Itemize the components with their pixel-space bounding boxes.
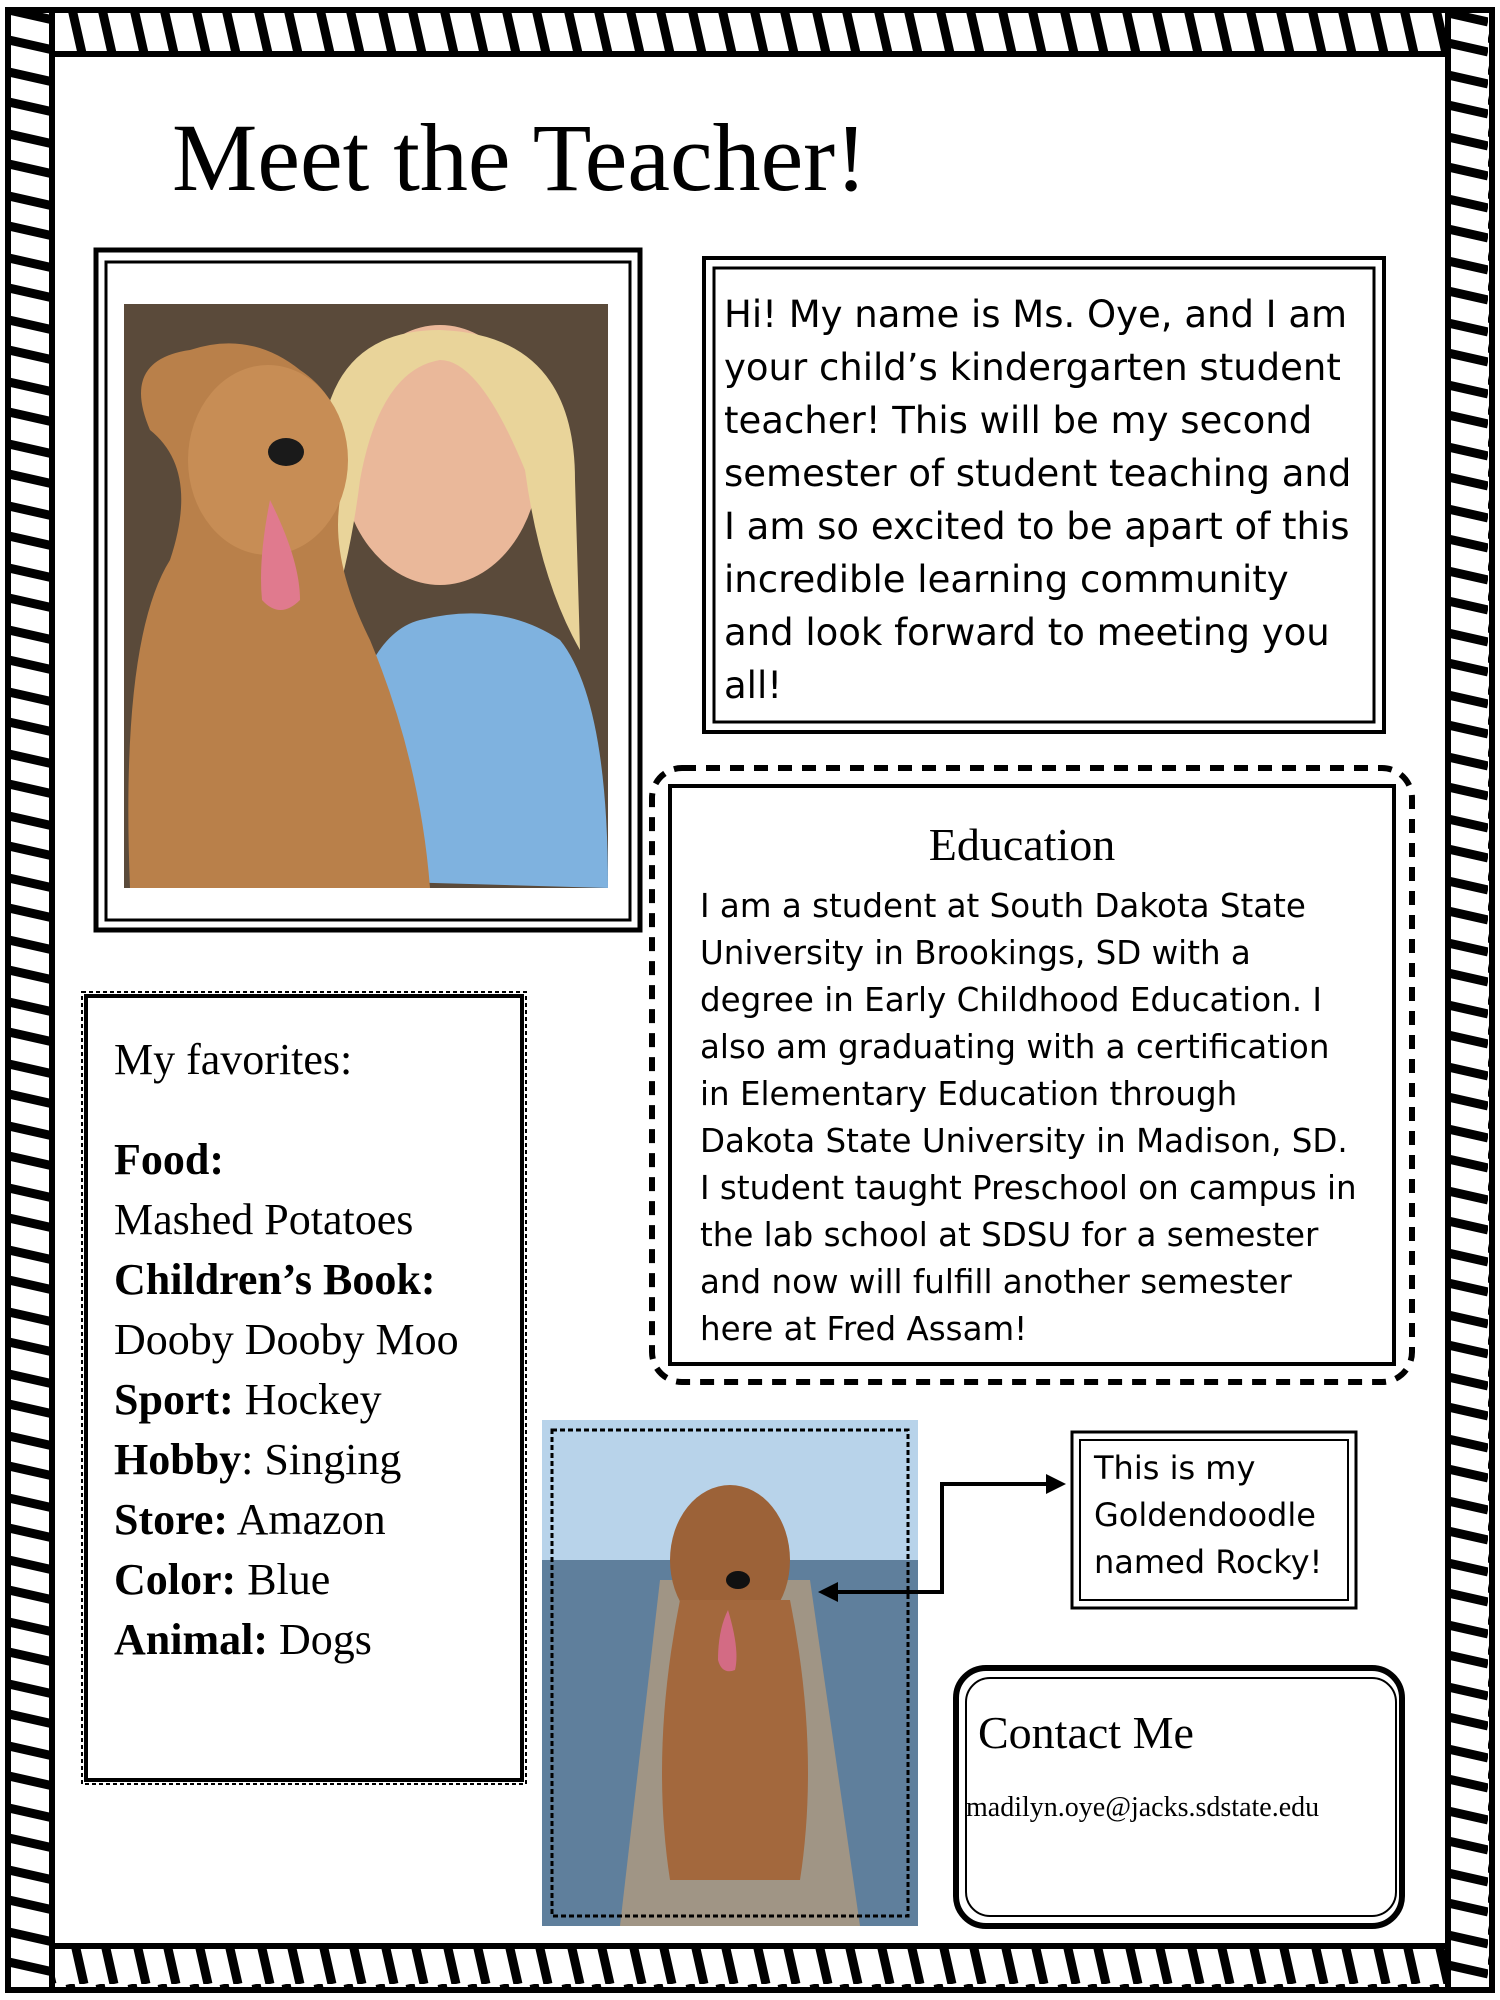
contact-email-link[interactable]: madilyn.oye@jacks.sdstate.edu [966, 1792, 1320, 1823]
color-label: Color: [114, 1555, 237, 1604]
food-label: Food: [114, 1135, 224, 1184]
dog-caption: This is my Goldendoodle named Rocky! [1094, 1449, 1323, 1581]
store-label: Store: [114, 1495, 229, 1544]
favorite-hobby [114, 1430, 534, 1490]
book-label: Children’s Book: [114, 1255, 436, 1304]
page-title: Meet the Teacher! [172, 104, 868, 211]
color-value: Blue [236, 1555, 331, 1604]
animal-value: Dogs [268, 1615, 372, 1664]
sport-label: Sport: [114, 1375, 234, 1424]
favorite-food [114, 1130, 534, 1190]
favorite-food-value: Mashed Potatoes [114, 1195, 414, 1244]
sport-value: Hockey [233, 1375, 382, 1424]
education-text: I am a student at South Dakota State University in Brookings, SD with a degree in Early Childhood Education. I also am graduating with a certification in Elementary Education through Dakota State University in Madison, SD. I student taught Preschool on campus in the lab school at SDSU for a semester and now will fulfill another semester here at Fred Assam! [700, 887, 1357, 1348]
favorite-animal [114, 1610, 534, 1670]
intro-text: Hi! My name is Ms. Oye, and I am your child’s kindergarten student teacher! This will be my second semester of student teaching and I am so excited to be apart of this incredible learning community and look forward to meeting you all! [724, 293, 1352, 707]
favorite-book-value: Dooby Dooby Moo [114, 1315, 459, 1364]
hobby-label: Hobby [114, 1435, 242, 1484]
favorite-book [114, 1250, 534, 1310]
favorites-list [114, 1030, 534, 1670]
favorite-store [114, 1490, 534, 1550]
hobby-value: : Singing [241, 1435, 402, 1484]
contact-title: Contact Me [978, 1707, 1194, 1758]
favorite-color [114, 1550, 534, 1610]
animal-label: Animal: [114, 1615, 268, 1664]
favorites-heading: My favorites: [114, 1035, 353, 1084]
education-title: Education [928, 819, 1116, 870]
store-value: Amazon [228, 1495, 386, 1544]
rocky-photo [542, 1420, 918, 1926]
teacher-with-dog-photo [124, 304, 608, 888]
favorite-sport [114, 1370, 534, 1430]
